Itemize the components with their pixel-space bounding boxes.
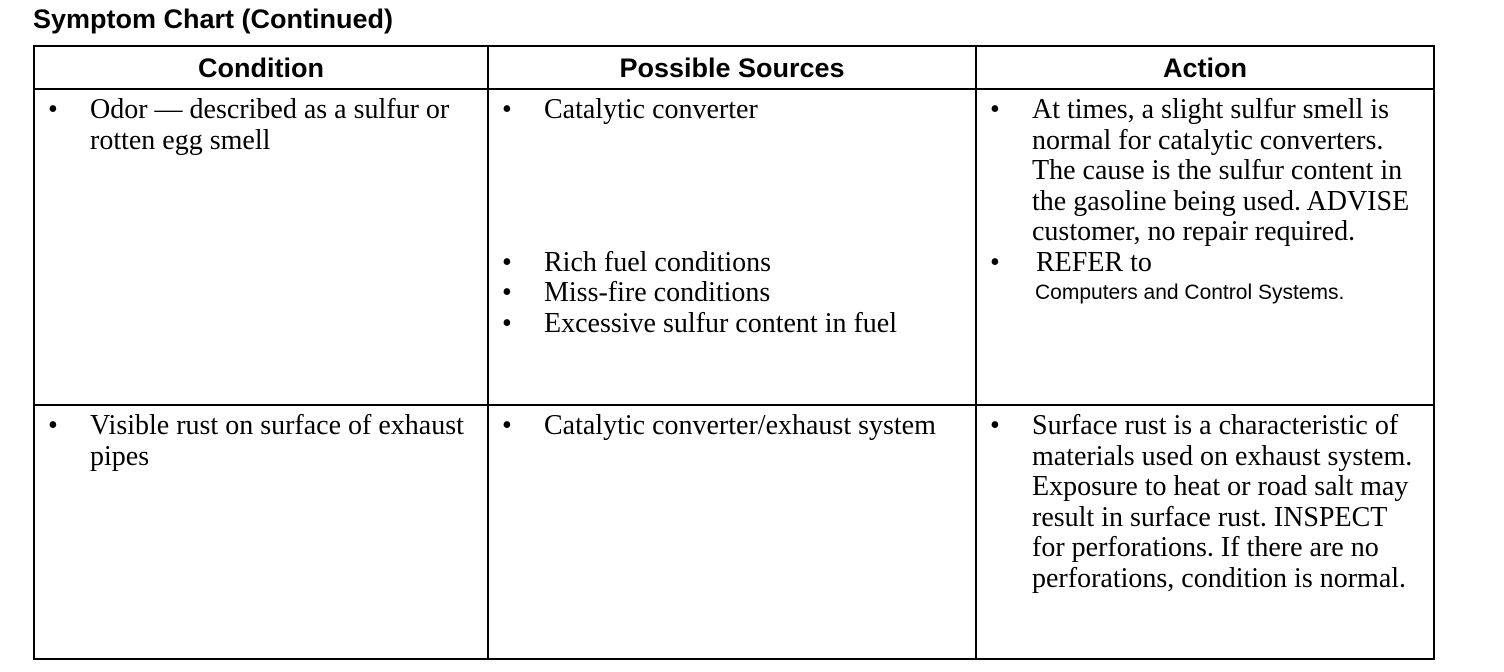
sources-cell: [488, 89, 976, 405]
list-item: • Miss-fire conditions: [502, 277, 771, 308]
condition-cell: [34, 405, 488, 659]
list-item: • Visible rust on surface of exhaust pipes: [48, 410, 464, 472]
list-item: [977, 248, 1433, 309]
action-cell: [976, 89, 1434, 405]
refer-label: REFER to: [1036, 246, 1152, 278]
list-item: • Odor — described as a sulfur or rotten egg smell: [48, 94, 450, 156]
bullet-icon: •: [48, 410, 58, 441]
list-item: • Catalytic converter: [502, 94, 758, 125]
table-header-row: [34, 46, 1434, 89]
header-condition: Condition: [34, 46, 488, 89]
table-row: [34, 89, 1434, 405]
bullet-icon: •: [48, 94, 58, 125]
action-cell: [976, 405, 1434, 659]
list-item: • At times, a slight sulfur smell is normal for catalytic converters. The cause is the sulfur content in the gasoline being used. ADVISE customer, no repair required.: [990, 94, 1410, 247]
cross-reference: Computers and Control Systems.: [1035, 281, 1345, 304]
bullet-icon: •: [990, 410, 1000, 441]
bullet-icon: •: [502, 307, 512, 339]
page-title: Symptom Chart (Continued): [33, 4, 393, 34]
symptom-chart-table: [33, 45, 1435, 660]
header-action: Action: [976, 46, 1434, 89]
bullet-icon: •: [502, 277, 512, 308]
sources-cell: [488, 405, 976, 659]
list-item: • Rich fuel conditions: [502, 246, 772, 278]
list-item: • Excessive sulfur content in fuel: [502, 307, 898, 339]
header-possible-sources: Possible Sources: [488, 46, 976, 89]
list-item: • Surface rust is a characteristic of materials used on exhaust system. Exposure to heat or road salt may result in surface rust. INSPECT for perforations. If there are no perforations, condition is normal.: [990, 410, 1413, 594]
bullet-icon: •: [990, 246, 1000, 278]
bullet-icon: •: [502, 94, 512, 125]
table-row: [34, 405, 1434, 659]
bullet-icon: •: [502, 246, 512, 278]
bullet-icon: •: [990, 94, 1000, 125]
list-item: • Catalytic converter/exhaust system: [502, 410, 936, 441]
bullet-icon: •: [502, 410, 512, 441]
condition-cell: [34, 89, 488, 405]
